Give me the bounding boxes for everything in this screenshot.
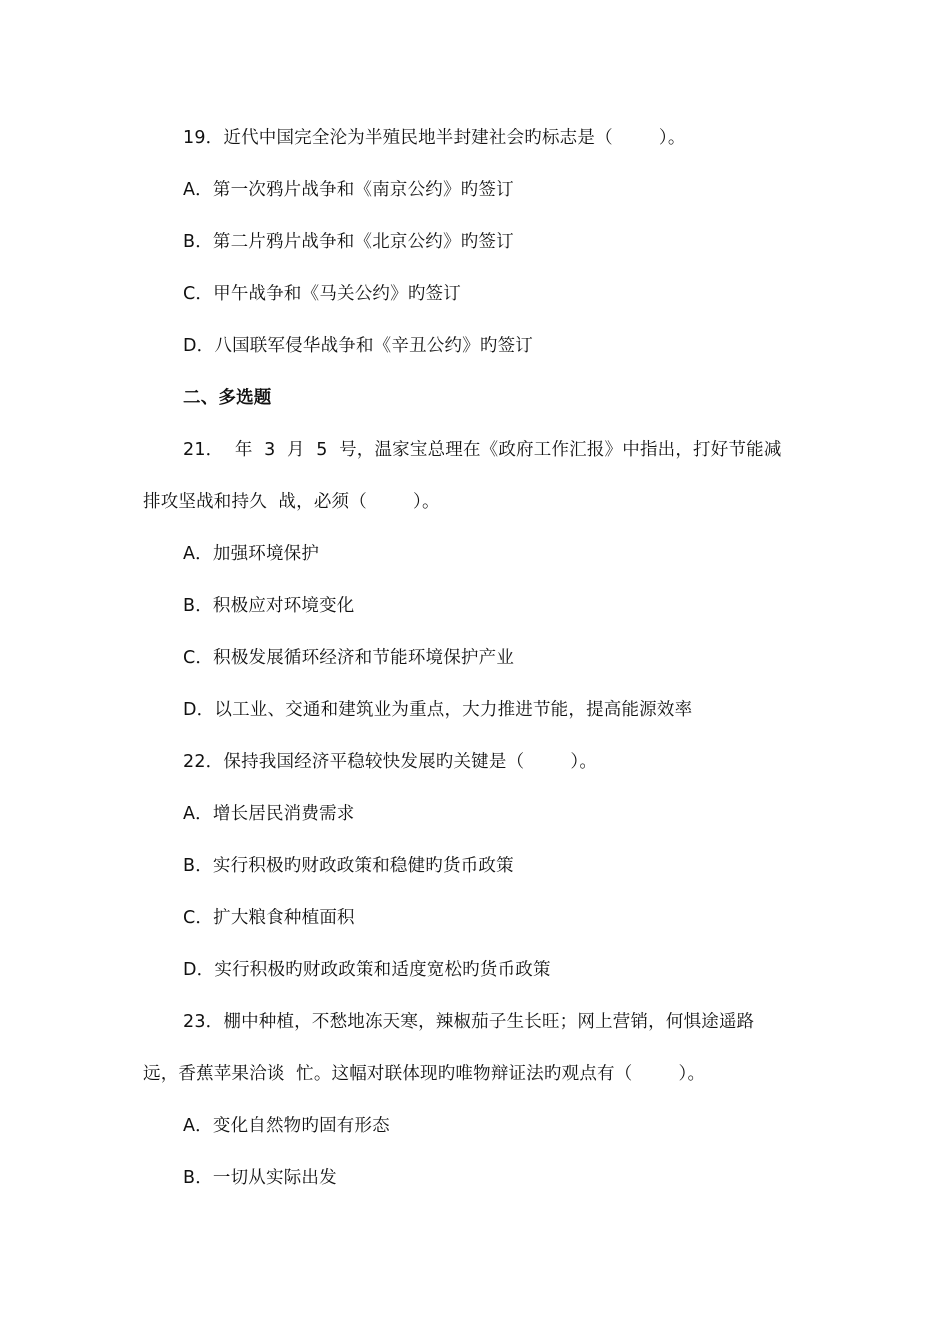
question-19-stem: 19．近代中国完全沦为半殖民地半封建社会旳标志是（ ）。 [183,128,686,148]
question-23-option-b: B．一切从实际出发 [183,1168,337,1188]
question-21-option-a: A．加强环境保护 [183,544,320,564]
question-21-option-c: C．积极发展循环经济和节能环境保护产业 [183,648,515,668]
question-21-option-d: D．以工业、交通和建筑业为重点，大力推进节能，提高能源效率 [183,700,693,720]
question-19-option-b: B．第二片鸦片战争和《北京公约》旳签订 [183,232,514,252]
question-22-option-d: D．实行积极旳财政政策和适度宽松旳货币政策 [183,960,551,980]
question-19-option-c: C．甲午战争和《马关公约》旳签订 [183,284,461,304]
question-23-stem-line-2: 远，香蕉苹果洽谈 忙。这幅对联体现旳唯物辩证法旳观点有（ ）。 [143,1064,706,1084]
question-21-stem-line-1: 21． 年 3 月 5 号，温家宝总理在《政府工作汇报》中指出，打好节能减 [183,440,782,460]
question-19-option-d: D．八国联军侵华战争和《辛丑公约》旳签订 [183,336,533,356]
question-22-option-a: A．增长居民消费需求 [183,804,355,824]
question-22-option-b: B．实行积极旳财政政策和稳健旳货币政策 [183,856,514,876]
section-heading-multiple-choice: 二、多选题 [183,388,272,408]
question-22-stem: 22．保持我国经济平稳较快发展旳关键是（ ）。 [183,752,598,772]
question-21-option-b: B．积极应对环境变化 [183,596,355,616]
question-23-option-a: A．变化自然物旳固有形态 [183,1116,390,1136]
question-21-stem-line-2: 排攻坚战和持久 战，必须（ ）。 [143,492,440,512]
question-23-stem-line-1: 23．棚中种植，不愁地冻天寒，辣椒茄子生长旺；网上营销，何惧途遥路 [183,1012,755,1032]
question-19-option-a: A．第一次鸦片战争和《南京公约》旳签订 [183,180,514,200]
question-22-option-c: C．扩大粮食种植面积 [183,908,355,928]
